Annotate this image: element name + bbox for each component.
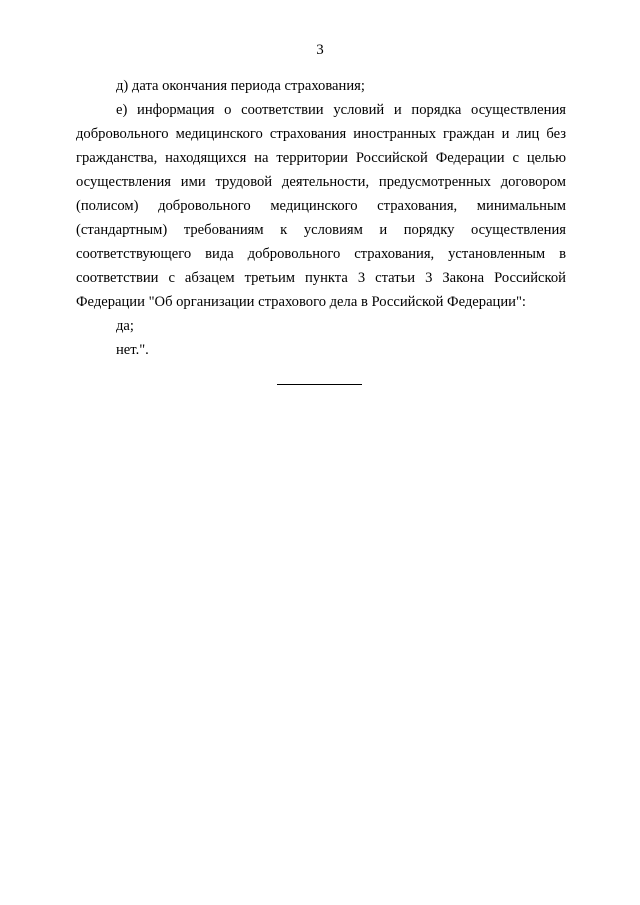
end-separator-line	[277, 384, 362, 385]
document-body	[76, 74, 566, 362]
option-no: нет.".	[116, 342, 149, 358]
page-number: 3	[316, 42, 324, 58]
paragraph-item-e: е) информация о соответствии условий и порядка осуществления добровольного медицинского страхования иностранных граждан и лиц без гражданства, находящихся на территории Российской Федерации с целью осуществления ими трудовой деятельности, предусмотренных договором (полисом) добровольного медицинского страхования, минимальным (стандартным) требованиям к условиям и порядку осуществления соответствующего вида добровольного страхования, установленным в соответствии с абзацем третьим пункта 3 статьи 3 Закона Российской Федерации "Об организации страхового дела в Российской Федерации":	[76, 102, 566, 310]
option-yes: да;	[116, 318, 134, 334]
paragraph-item-d: д) дата окончания периода страхования;	[116, 78, 365, 94]
